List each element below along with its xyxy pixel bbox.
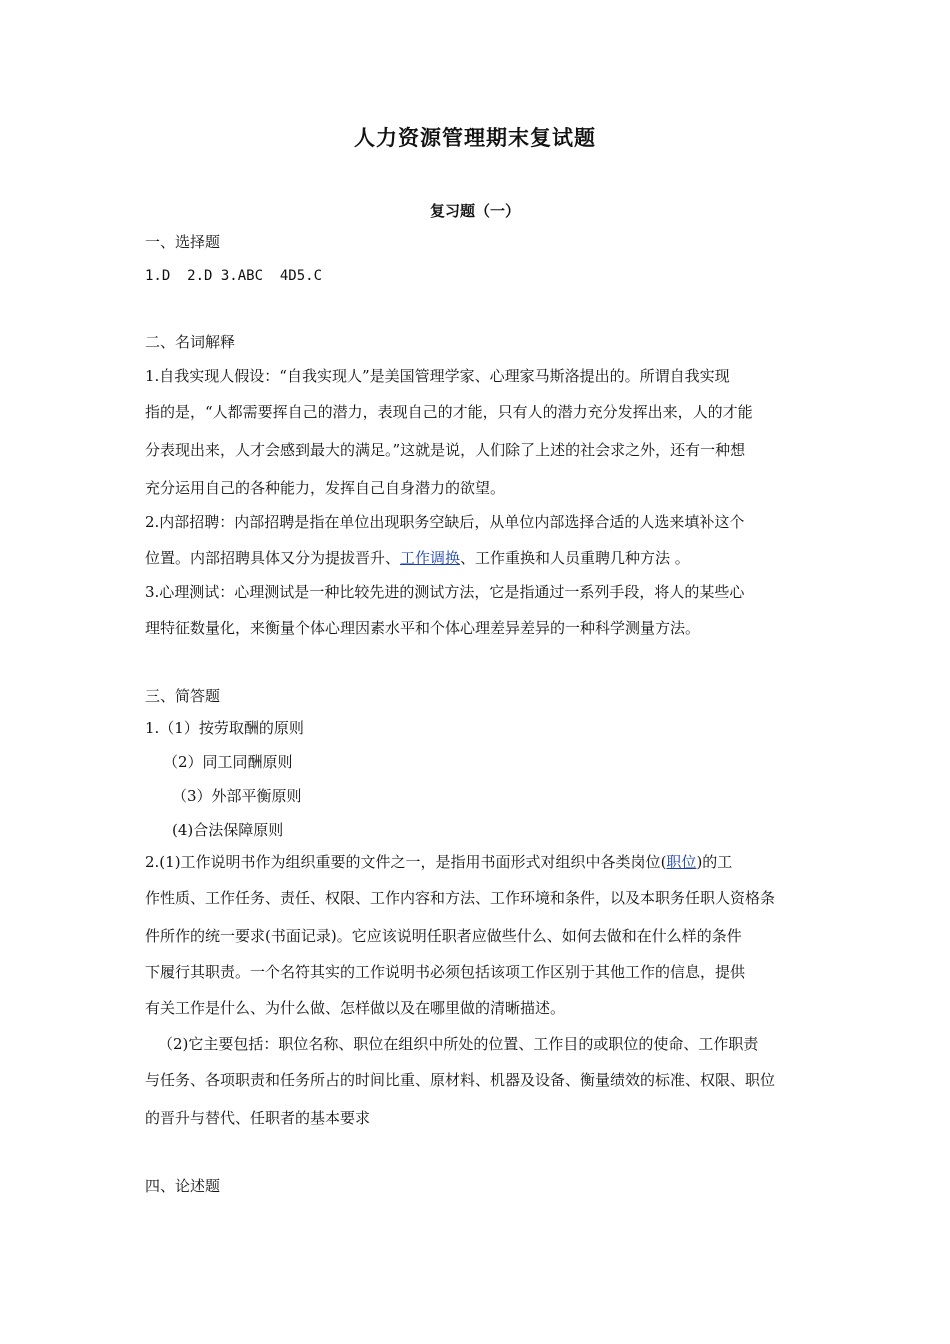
term-3-line-1: 3.心理测试：心理测试是一种比较先进的测试方法，它是指通过一系列手段，将人的某些心 [145,583,745,601]
term-2-line-2-start: 位置。内部招聘具体又分为提拔晋升、 [145,549,401,567]
q1-line-2: （2）同工同酬原则 [163,753,293,771]
section-heading-choice: 一、选择题 [145,233,221,251]
q2-line-1-start: 2.(1)工作说明书作为组织重要的文件之一，是指用书面形式对组织中各类岗位( [145,853,667,871]
q2-line-8: 的晋升与替代、任职者的基本要求 [145,1109,371,1127]
q1-line-4: (4)合法保障原则 [172,821,284,839]
q1-line-3: （3）外部平衡原则 [172,787,302,805]
term-3-line-2: 理特征数量化，来衡量个体心理因素水平和个体心理差异差异的一种科学测量方法。 [145,619,701,637]
term-2-line-1: 2.内部招聘：内部招聘是指在单位出现职务空缺后，从单位内部选择合适的人选来填补这个 [145,513,745,531]
position-link[interactable]: 职位 [666,853,697,871]
document-subtitle: 复习题（一） [429,202,520,220]
term-1-line-3: 分表现出来，人才会感到最大的满足。”这就是说，人们除了上述的社会求之外，还有一种想 [145,441,746,459]
document-title: 人力资源管理期末复试题 [354,126,596,150]
q2-line-1 [145,852,732,872]
term-2-line-2-end: 、工作重换和人员重聘几种方法 。 [460,549,690,567]
q2-line-2: 作性质、工作任务、责任、权限、工作内容和方法、工作环境和条件，以及本职务任职人资格条 [145,889,776,907]
job-transfer-link[interactable]: 工作调换 [400,549,461,567]
term-1-line-2: 指的是，“人都需要挥自己的潜力，表现自己的才能，只有人的潜力充分发挥出来，人的才能 [145,403,753,421]
q2-line-3: 件所作的统一要求(书面记录)。它应该说明任职者应做些什么、如何去做和在什么样的条件 [145,927,742,945]
section-heading-terms: 二、名词解释 [145,333,236,351]
q2-line-7: 与任务、各项职责和任务所占的时间比重、原材料、机器及设备、衡量绩效的标准、权限、职位 [145,1071,776,1089]
term-1-line-1: 1.自我实现人假设：“自我实现人”是美国管理学家、心理家马斯洛提出的。所谓自我实现 [145,367,730,385]
section-heading-short: 三、简答题 [145,687,221,705]
q2-line-6: （2)它主要包括：职位名称、职位在组织中所处的位置、工作目的或职位的使命、工作职责 [158,1035,759,1053]
section-heading-essay: 四、论述题 [145,1177,221,1195]
q1-line-1: 1.（1）按劳取酬的原则 [145,719,304,737]
q2-line-5: 有关工作是什么、为什么做、怎样做以及在哪里做的清晰描述。 [145,999,566,1017]
choice-answers: 1.D 2.D 3.ABC 4D5.C [145,268,323,284]
q2-line-4: 下履行其职责。一个名符其实的工作说明书必须包括该项工作区别于其他工作的信息，提供 [145,963,746,981]
term-2-line-2 [145,548,690,568]
term-1-line-4: 充分运用自己的各种能力，发挥自己自身潜力的欲望。 [145,479,506,497]
q2-line-1-end: )的工 [696,853,733,871]
